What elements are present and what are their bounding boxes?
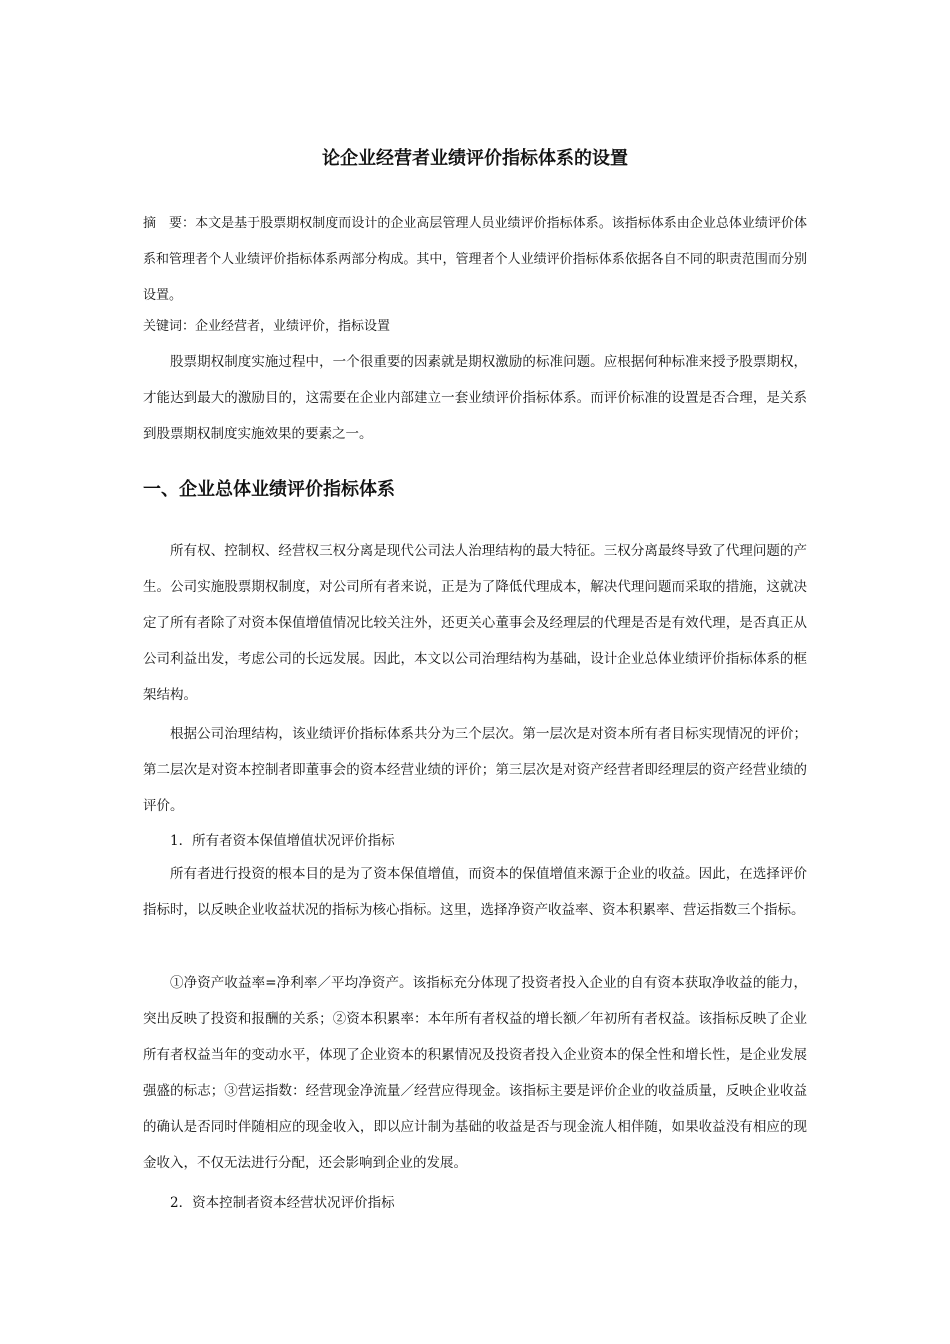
body-paragraph: ①净资产收益率=净利率／平均净资产。该指标充分体现了投资者投入企业的自有资本获取净收益的能力，突出反映了投资和报酬的关系；②资本积累率：本年所有者权益的增长额／年初所有者权益。该指标反映了企业所有者权益当年的变动水平，体现了企业资本的积累情况及投资者投入企业资本的保全性和增长性，是企业发展强盛的标志；③营运指数：经营现金净流量／经营应得现金。该指标主要是评价企业的收益质量，反映企业收益的确认是否同时伴随相应的现金收入，即以应计制为基础的收益是否与现金流人相伴随，如果收益没有相应的现金收入，不仅无法进行分配，还会影响到企业的发展。 [143, 975, 807, 1171]
abstract-paragraph: 摘 要：本文是基于股票期权制度而设计的企业高层管理人员业绩评价指标体系。该指标体系由企业总体业绩评价体系和管理者个人业绩评价指标体系两部分构成。其中，管理者个人业绩评价指标体系依据各自不同的职责范围而分别设置。 [143, 216, 807, 303]
section-heading: 一、企业总体业绩评价指标体系 [143, 479, 395, 500]
document-title: 论企业经营者业绩评价指标体系的设置 [322, 148, 628, 169]
subsection-heading: 1．所有者资本保值增值状况评价指标 [170, 833, 395, 849]
body-paragraph: 所有权、控制权、经营权三权分离是现代公司法人治理结构的最大特征。三权分离最终导致了代理问题的产生。公司实施股票期权制度，对公司所有者来说，正是为了降低代理成本，解决代理问题而采取的措施，这就决定了所有者除了对资本保值增值情况比较关注外，还更关心董事会及经理层的代理是否是有效代理，是否真正从公司利益出发，考虑公司的长远发展。因此，本文以公司治理结构为基础，设计企业总体业绩评价指标体系的框架结构。 [143, 543, 807, 703]
keywords-line: 关键词：企业经营者，业绩评价，指标设置 [143, 319, 391, 334]
subsection-heading: 2．资本控制者资本经营状况评价指标 [170, 1195, 395, 1211]
body-paragraph: 根据公司治理结构，该业绩评价指标体系共分为三个层次。第一层次是对资本所有者目标实现情况的评价；第二层次是对资本控制者即董事会的资本经营业绩的评价；第三层次是对资产经营者即经理层的资产经营业绩的评价。 [143, 726, 807, 814]
body-paragraph: 所有者进行投资的根本目的是为了资本保值增值，而资本的保值增值来源于企业的收益。因此，在选择评价指标时，以反映企业收益状况的指标为核心指标。这里，选择净资产收益率、资本积累率、营运指数三个指标。 [143, 866, 807, 918]
intro-paragraph: 股票期权制度实施过程中，一个很重要的因素就是期权激励的标准问题。应根据何种标准来授予股票期权，才能达到最大的激励目的，这需要在企业内部建立一套业绩评价指标体系。而评价标准的设置是否合理，是关系到股票期权制度实施效果的要素之一。 [143, 354, 807, 442]
